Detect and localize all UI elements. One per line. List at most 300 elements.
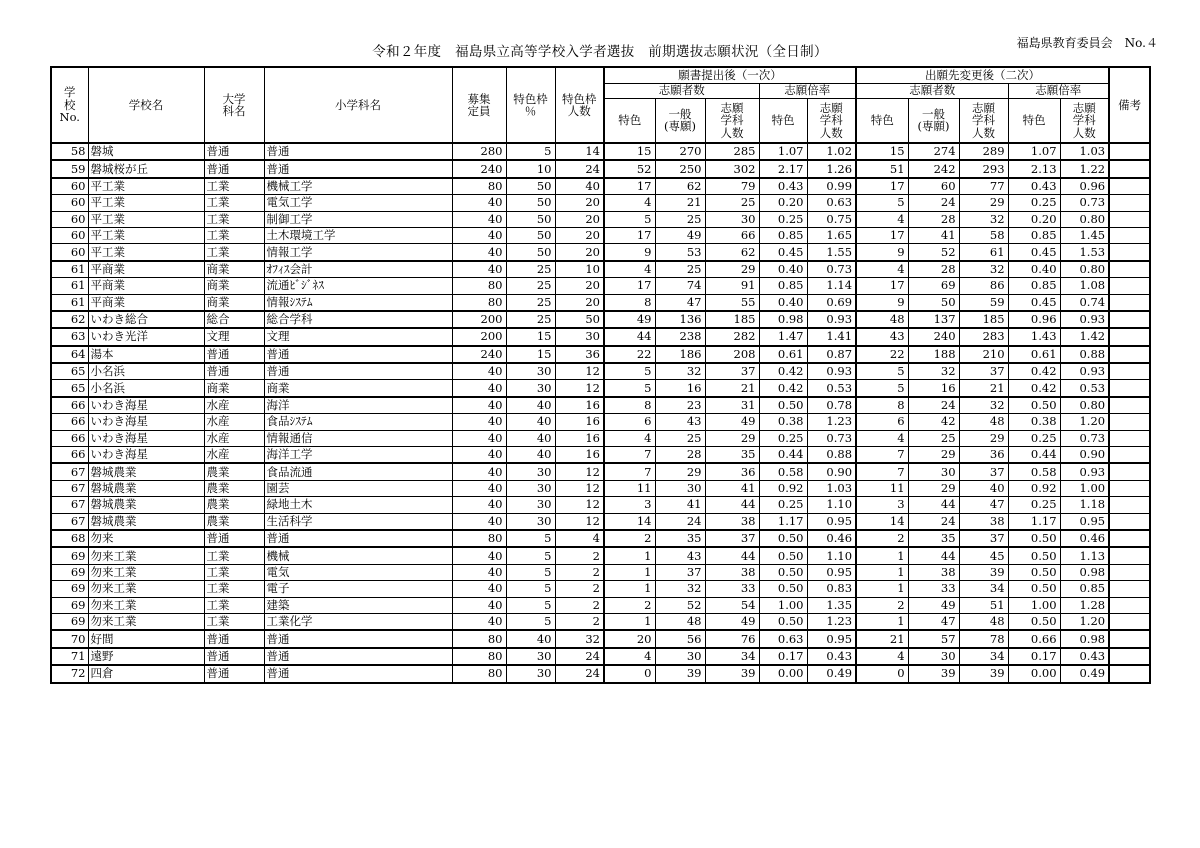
cell-first-ratio-tokushoku: 0.98	[759, 311, 807, 328]
table-row	[51, 244, 1150, 261]
cell-first-ippan: 32	[655, 581, 705, 597]
cell-minor: 普通	[264, 665, 452, 682]
cell-school-no: 65	[51, 363, 88, 380]
table-row	[51, 227, 1150, 243]
cell-first-ratio-tokushoku: 0.63	[759, 630, 807, 647]
cell-first-ratio-gakka: 0.43	[807, 648, 856, 665]
cell-second-ippan: 240	[908, 328, 959, 345]
cell-second-ratio-gakka: 0.80	[1060, 211, 1109, 227]
cell-biko	[1109, 261, 1150, 278]
cell-special-pct: 40	[506, 630, 555, 647]
cell-second-ippan: 57	[908, 630, 959, 647]
table-row	[51, 581, 1150, 597]
cell-second-tokushoku: 5	[856, 195, 908, 211]
cell-major: 水産	[204, 430, 264, 446]
cell-school-name: いわき海星	[88, 397, 204, 414]
cell-capacity: 40	[452, 597, 506, 613]
cell-first-ratio-tokushoku: 0.44	[759, 447, 807, 464]
cell-second-ratio-tokushoku: 1.07	[1008, 143, 1060, 160]
table-row	[51, 564, 1150, 580]
cell-special-pct: 25	[506, 261, 555, 278]
cell-first-ratio-tokushoku: 0.61	[759, 346, 807, 363]
cell-school-name: 磐城桜が丘	[88, 160, 204, 177]
cell-second-tokushoku: 1	[856, 613, 908, 630]
cell-first-ratio-gakka: 0.83	[807, 581, 856, 597]
cell-biko	[1109, 346, 1150, 363]
cell-special-pct: 25	[506, 278, 555, 294]
cell-minor: 緑地土木	[264, 497, 452, 513]
cell-special-count: 2	[555, 547, 604, 564]
table-row	[51, 648, 1150, 665]
cell-biko	[1109, 278, 1150, 294]
cell-special-count: 30	[555, 328, 604, 345]
cell-first-ippan: 16	[655, 380, 705, 397]
cell-second-ratio-tokushoku: 1.00	[1008, 597, 1060, 613]
cell-special-pct: 15	[506, 328, 555, 345]
cell-major: 農業	[204, 513, 264, 530]
cell-special-pct: 30	[506, 513, 555, 530]
cell-capacity: 40	[452, 363, 506, 380]
cell-first-ippan: 24	[655, 513, 705, 530]
cell-first-ratio-tokushoku: 0.25	[759, 211, 807, 227]
cell-minor: 普通	[264, 143, 452, 160]
cell-school-name: いわき光洋	[88, 328, 204, 345]
cell-first-ratio-gakka: 0.99	[807, 178, 856, 195]
cell-minor: 制御工学	[264, 211, 452, 227]
cell-special-pct: 40	[506, 414, 555, 430]
cell-second-tokushoku: 2	[856, 530, 908, 547]
cell-second-ippan: 137	[908, 311, 959, 328]
cell-first-ratio-tokushoku: 0.42	[759, 380, 807, 397]
cell-first-tokushoku: 49	[604, 311, 655, 328]
cell-school-name: 磐城農業	[88, 513, 204, 530]
cell-second-ippan: 28	[908, 211, 959, 227]
cell-special-pct: 5	[506, 597, 555, 613]
cell-special-pct: 50	[506, 211, 555, 227]
cell-major: 商業	[204, 278, 264, 294]
cell-school-no: 64	[51, 346, 88, 363]
cell-second-ippan: 41	[908, 227, 959, 243]
cell-school-name: 小名浜	[88, 363, 204, 380]
table-row	[51, 160, 1150, 177]
cell-major: 普通	[204, 665, 264, 682]
cell-school-no: 61	[51, 278, 88, 294]
cell-first-ippan: 49	[655, 227, 705, 243]
cell-first-tokushoku: 17	[604, 178, 655, 195]
cell-capacity: 200	[452, 328, 506, 345]
cell-special-count: 12	[555, 513, 604, 530]
table-row	[51, 294, 1150, 311]
cell-first-gakka: 55	[705, 294, 759, 311]
cell-first-ippan: 32	[655, 363, 705, 380]
cell-special-count: 16	[555, 447, 604, 464]
table-row	[51, 346, 1150, 363]
cell-capacity: 40	[452, 480, 506, 496]
cell-second-ippan: 49	[908, 597, 959, 613]
cell-first-ratio-tokushoku: 2.17	[759, 160, 807, 177]
cell-biko	[1109, 447, 1150, 464]
cell-second-ratio-tokushoku: 0.50	[1008, 613, 1060, 630]
cell-second-tokushoku: 17	[856, 178, 908, 195]
table-row	[51, 613, 1150, 630]
cell-major: 水産	[204, 397, 264, 414]
cell-school-no: 60	[51, 211, 88, 227]
cell-capacity: 40	[452, 581, 506, 597]
cell-second-ratio-tokushoku: 0.92	[1008, 480, 1060, 496]
cell-second-gakka: 37	[959, 463, 1008, 480]
cell-biko	[1109, 430, 1150, 446]
header-ratio-tokushoku-1: 特色	[759, 98, 807, 143]
cell-second-ratio-gakka: 0.80	[1060, 261, 1109, 278]
cell-first-gakka: 35	[705, 447, 759, 464]
cell-school-name: 勿来	[88, 530, 204, 547]
cell-second-ippan: 188	[908, 346, 959, 363]
cell-first-ippan: 270	[655, 143, 705, 160]
cell-capacity: 40	[452, 564, 506, 580]
table-row	[51, 665, 1150, 682]
header-tokushoku-1: 特色	[604, 98, 655, 143]
cell-second-gakka: 29	[959, 195, 1008, 211]
cell-first-ratio-tokushoku: 0.00	[759, 665, 807, 682]
cell-second-ippan: 50	[908, 294, 959, 311]
cell-capacity: 280	[452, 143, 506, 160]
cell-school-no: 69	[51, 564, 88, 580]
cell-second-tokushoku: 4	[856, 211, 908, 227]
cell-special-pct: 30	[506, 363, 555, 380]
cell-first-ratio-tokushoku: 0.85	[759, 227, 807, 243]
cell-second-ippan: 29	[908, 480, 959, 496]
cell-second-ratio-gakka: 1.53	[1060, 244, 1109, 261]
cell-first-ippan: 56	[655, 630, 705, 647]
cell-second-ratio-gakka: 0.49	[1060, 665, 1109, 682]
cell-second-ippan: 69	[908, 278, 959, 294]
cell-first-gakka: 282	[705, 328, 759, 345]
cell-school-name: 四倉	[88, 665, 204, 682]
cell-first-ratio-gakka: 0.87	[807, 346, 856, 363]
header-ratio-tokushoku-2: 特色	[1008, 98, 1060, 143]
cell-second-ratio-gakka: 1.03	[1060, 143, 1109, 160]
cell-biko	[1109, 311, 1150, 328]
cell-special-count: 16	[555, 397, 604, 414]
cell-capacity: 240	[452, 346, 506, 363]
cell-minor: 機械	[264, 547, 452, 564]
cell-minor: 機械工学	[264, 178, 452, 195]
cell-second-ratio-tokushoku: 0.50	[1008, 530, 1060, 547]
header-special-count: 特色枠 人数	[555, 67, 604, 143]
cell-first-ratio-tokushoku: 0.50	[759, 613, 807, 630]
cell-second-ratio-gakka: 0.98	[1060, 630, 1109, 647]
cell-second-tokushoku: 48	[856, 311, 908, 328]
cell-second-ratio-tokushoku: 0.17	[1008, 648, 1060, 665]
cell-second-gakka: 40	[959, 480, 1008, 496]
cell-first-ratio-gakka: 1.10	[807, 497, 856, 513]
cell-school-no: 69	[51, 581, 88, 597]
cell-school-no: 58	[51, 143, 88, 160]
table-row	[51, 178, 1150, 195]
cell-second-ratio-gakka: 0.73	[1060, 430, 1109, 446]
cell-second-ippan: 52	[908, 244, 959, 261]
cell-first-ratio-tokushoku: 0.43	[759, 178, 807, 195]
cell-second-ratio-tokushoku: 0.25	[1008, 195, 1060, 211]
cell-second-gakka: 21	[959, 380, 1008, 397]
cell-minor: 普通	[264, 160, 452, 177]
cell-school-no: 72	[51, 665, 88, 682]
cell-major: 商業	[204, 261, 264, 278]
cell-capacity: 40	[452, 497, 506, 513]
cell-second-ratio-tokushoku: 0.44	[1008, 447, 1060, 464]
cell-first-ratio-tokushoku: 0.25	[759, 497, 807, 513]
cell-first-ippan: 25	[655, 261, 705, 278]
cell-second-gakka: 86	[959, 278, 1008, 294]
cell-second-tokushoku: 3	[856, 497, 908, 513]
cell-special-pct: 5	[506, 564, 555, 580]
cell-school-name: 勿来工業	[88, 597, 204, 613]
cell-capacity: 80	[452, 665, 506, 682]
cell-first-gakka: 37	[705, 530, 759, 547]
cell-capacity: 80	[452, 294, 506, 311]
cell-first-gakka: 79	[705, 178, 759, 195]
cell-capacity: 40	[452, 195, 506, 211]
cell-second-ratio-gakka: 0.46	[1060, 530, 1109, 547]
cell-school-name: 平工業	[88, 227, 204, 243]
header-ratio-1: 志願倍率	[759, 83, 856, 98]
cell-second-ratio-tokushoku: 0.43	[1008, 178, 1060, 195]
cell-second-ratio-gakka: 0.96	[1060, 178, 1109, 195]
cell-special-pct: 5	[506, 581, 555, 597]
cell-first-gakka: 34	[705, 648, 759, 665]
cell-minor: 文理	[264, 328, 452, 345]
cell-second-gakka: 38	[959, 513, 1008, 530]
cell-special-count: 24	[555, 160, 604, 177]
cell-first-gakka: 38	[705, 513, 759, 530]
cell-capacity: 240	[452, 160, 506, 177]
cell-biko	[1109, 613, 1150, 630]
cell-second-ratio-gakka: 1.28	[1060, 597, 1109, 613]
cell-school-name: 磐城農業	[88, 480, 204, 496]
cell-first-ippan: 41	[655, 497, 705, 513]
cell-school-name: 磐城	[88, 143, 204, 160]
cell-first-gakka: 36	[705, 463, 759, 480]
cell-second-tokushoku: 17	[856, 278, 908, 294]
cell-first-ratio-gakka: 1.10	[807, 547, 856, 564]
header-ippan-2: 一般 (専願)	[908, 98, 959, 143]
cell-special-count: 24	[555, 665, 604, 682]
cell-second-ratio-gakka: 1.22	[1060, 160, 1109, 177]
cell-minor: 普通	[264, 648, 452, 665]
cell-second-gakka: 283	[959, 328, 1008, 345]
cell-major: 普通	[204, 346, 264, 363]
cell-major: 水産	[204, 414, 264, 430]
cell-first-gakka: 21	[705, 380, 759, 397]
cell-school-no: 61	[51, 294, 88, 311]
header-minor: 小学科名	[264, 67, 452, 143]
cell-capacity: 40	[452, 261, 506, 278]
cell-second-gakka: 289	[959, 143, 1008, 160]
cell-special-pct: 30	[506, 648, 555, 665]
cell-biko	[1109, 227, 1150, 243]
cell-first-gakka: 54	[705, 597, 759, 613]
cell-special-pct: 50	[506, 227, 555, 243]
cell-major: 商業	[204, 294, 264, 311]
cell-second-ippan: 29	[908, 447, 959, 464]
cell-major: 文理	[204, 328, 264, 345]
cell-biko	[1109, 397, 1150, 414]
cell-capacity: 80	[452, 530, 506, 547]
cell-first-ippan: 35	[655, 530, 705, 547]
cell-special-pct: 5	[506, 143, 555, 160]
cell-second-gakka: 39	[959, 665, 1008, 682]
cell-school-no: 61	[51, 261, 88, 278]
cell-second-ippan: 28	[908, 261, 959, 278]
cell-minor: 建築	[264, 597, 452, 613]
cell-school-no: 65	[51, 380, 88, 397]
cell-special-pct: 30	[506, 380, 555, 397]
cell-first-ratio-tokushoku: 0.20	[759, 195, 807, 211]
cell-second-ratio-gakka: 0.73	[1060, 195, 1109, 211]
cell-first-ratio-gakka: 1.23	[807, 414, 856, 430]
cell-second-ratio-tokushoku: 0.38	[1008, 414, 1060, 430]
cell-second-ratio-gakka: 1.18	[1060, 497, 1109, 513]
cell-biko	[1109, 414, 1150, 430]
cell-second-gakka: 48	[959, 414, 1008, 430]
cell-first-tokushoku: 17	[604, 227, 655, 243]
cell-first-tokushoku: 3	[604, 497, 655, 513]
cell-second-gakka: 210	[959, 346, 1008, 363]
cell-biko	[1109, 648, 1150, 665]
header-ratio-2: 志願倍率	[1008, 83, 1109, 98]
cell-special-pct: 30	[506, 665, 555, 682]
cell-first-tokushoku: 11	[604, 480, 655, 496]
cell-first-gakka: 66	[705, 227, 759, 243]
cell-special-count: 2	[555, 613, 604, 630]
cell-second-tokushoku: 14	[856, 513, 908, 530]
cell-minor: 総合学科	[264, 311, 452, 328]
cell-school-no: 63	[51, 328, 88, 345]
cell-biko	[1109, 380, 1150, 397]
cell-first-ratio-gakka: 1.26	[807, 160, 856, 177]
cell-biko	[1109, 328, 1150, 345]
cell-first-ippan: 21	[655, 195, 705, 211]
cell-second-ratio-tokushoku: 0.50	[1008, 581, 1060, 597]
cell-first-gakka: 302	[705, 160, 759, 177]
cell-school-name: 平商業	[88, 294, 204, 311]
cell-special-count: 32	[555, 630, 604, 647]
cell-second-gakka: 32	[959, 397, 1008, 414]
cell-school-name: 勿来工業	[88, 564, 204, 580]
cell-second-ratio-gakka: 1.00	[1060, 480, 1109, 496]
cell-second-tokushoku: 51	[856, 160, 908, 177]
cell-first-gakka: 285	[705, 143, 759, 160]
cell-minor: 流通ﾋﾞｼﾞﾈｽ	[264, 278, 452, 294]
cell-first-ratio-gakka: 1.23	[807, 613, 856, 630]
cell-first-ippan: 74	[655, 278, 705, 294]
cell-special-count: 50	[555, 311, 604, 328]
cell-school-name: 平工業	[88, 178, 204, 195]
cell-minor: 海洋	[264, 397, 452, 414]
issuer-name: 福島県教育委員会	[1016, 36, 1113, 50]
cell-biko	[1109, 513, 1150, 530]
header-ratio-gakka-2: 志願 学科 人数	[1060, 98, 1109, 143]
cell-second-ratio-tokushoku: 0.50	[1008, 397, 1060, 414]
cell-second-ratio-gakka: 0.98	[1060, 564, 1109, 580]
cell-special-count: 12	[555, 497, 604, 513]
cell-first-ippan: 39	[655, 665, 705, 682]
cell-biko	[1109, 665, 1150, 682]
cell-first-tokushoku: 0	[604, 665, 655, 682]
cell-second-ratio-tokushoku: 0.96	[1008, 311, 1060, 328]
cell-second-gakka: 77	[959, 178, 1008, 195]
cell-first-ratio-gakka: 1.03	[807, 480, 856, 496]
cell-first-ratio-tokushoku: 0.40	[759, 294, 807, 311]
cell-biko	[1109, 211, 1150, 227]
cell-special-pct: 30	[506, 463, 555, 480]
header-applicants-1: 志願者数	[604, 83, 759, 98]
cell-second-tokushoku: 0	[856, 665, 908, 682]
cell-second-ratio-gakka: 0.43	[1060, 648, 1109, 665]
cell-second-ratio-gakka: 0.95	[1060, 513, 1109, 530]
cell-second-ippan: 35	[908, 530, 959, 547]
cell-second-ippan: 47	[908, 613, 959, 630]
cell-school-name: いわき海星	[88, 447, 204, 464]
cell-first-tokushoku: 7	[604, 463, 655, 480]
cell-second-ratio-gakka: 0.53	[1060, 380, 1109, 397]
cell-special-count: 2	[555, 581, 604, 597]
cell-minor: 食品流通	[264, 463, 452, 480]
cell-special-count: 16	[555, 430, 604, 446]
cell-biko	[1109, 294, 1150, 311]
cell-second-ratio-gakka: 0.90	[1060, 447, 1109, 464]
cell-first-ratio-tokushoku: 0.85	[759, 278, 807, 294]
cell-major: 普通	[204, 630, 264, 647]
table-row	[51, 261, 1150, 278]
cell-major: 普通	[204, 648, 264, 665]
header-major: 大学 科名	[204, 67, 264, 143]
cell-capacity: 80	[452, 278, 506, 294]
cell-first-gakka: 76	[705, 630, 759, 647]
cell-second-tokushoku: 43	[856, 328, 908, 345]
cell-special-count: 12	[555, 363, 604, 380]
cell-minor: 園芸	[264, 480, 452, 496]
cell-first-gakka: 44	[705, 547, 759, 564]
cell-second-gakka: 51	[959, 597, 1008, 613]
cell-second-ratio-tokushoku: 0.50	[1008, 564, 1060, 580]
cell-major: 農業	[204, 497, 264, 513]
cell-special-count: 12	[555, 463, 604, 480]
cell-second-ratio-tokushoku: 1.43	[1008, 328, 1060, 345]
cell-first-tokushoku: 14	[604, 513, 655, 530]
cell-second-ippan: 39	[908, 665, 959, 682]
cell-capacity: 40	[452, 211, 506, 227]
header-biko: 備考	[1109, 67, 1150, 143]
cell-first-ratio-gakka: 1.35	[807, 597, 856, 613]
cell-first-gakka: 91	[705, 278, 759, 294]
cell-first-ratio-tokushoku: 0.40	[759, 261, 807, 278]
cell-school-no: 66	[51, 397, 88, 414]
cell-school-no: 67	[51, 480, 88, 496]
cell-first-ratio-gakka: 0.88	[807, 447, 856, 464]
cell-second-ratio-gakka: 1.13	[1060, 547, 1109, 564]
cell-second-gakka: 59	[959, 294, 1008, 311]
cell-major: 農業	[204, 463, 264, 480]
cell-first-gakka: 49	[705, 414, 759, 430]
cell-school-no: 60	[51, 244, 88, 261]
cell-special-count: 12	[555, 380, 604, 397]
header-ratio-gakka-1: 志願 学科 人数	[807, 98, 856, 143]
cell-second-ratio-gakka: 0.93	[1060, 463, 1109, 480]
table-row	[51, 430, 1150, 446]
issuer-line	[1005, 34, 1158, 51]
cell-special-pct: 5	[506, 530, 555, 547]
